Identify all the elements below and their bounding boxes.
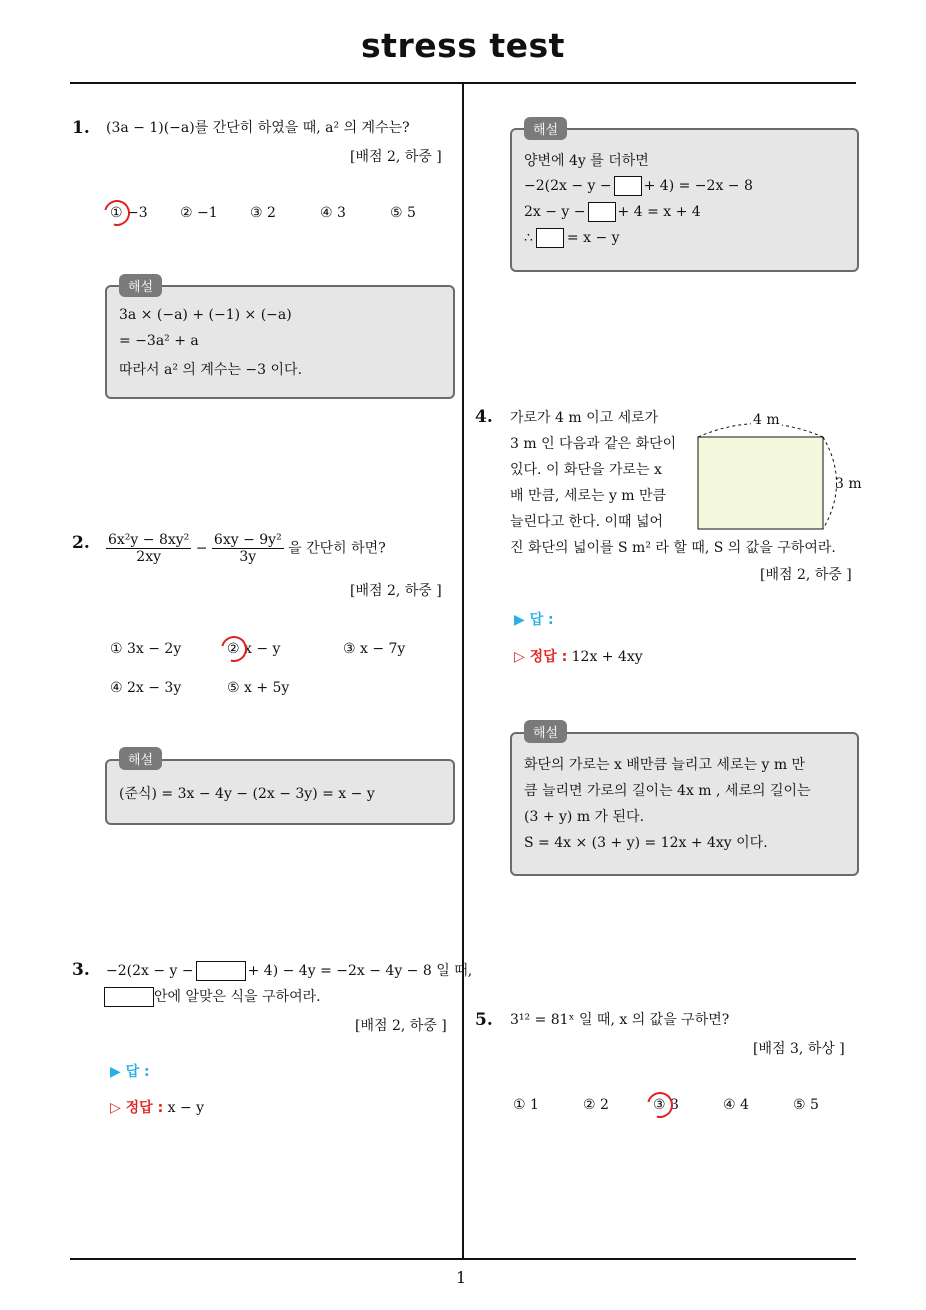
solution-line — [524, 176, 753, 196]
question-1-choice-3[interactable]: ③ 2 — [250, 205, 276, 221]
question-1-choice-5[interactable]: ⑤ 5 — [390, 205, 416, 221]
answer-blank — [614, 176, 642, 196]
question-3-text-part1: −2(2x − y − — [106, 963, 194, 979]
question-5-number: 5. — [475, 1010, 493, 1030]
correct-label: ▷ 정답 : — [110, 1100, 164, 1116]
question-5-text: 3¹² = 81ˣ 일 때, x 의 값을 구하면? — [510, 1012, 730, 1028]
page-number: 1 — [456, 1268, 467, 1287]
question-2-text — [106, 532, 386, 565]
solution-tag: 해설 — [524, 117, 567, 140]
question-3-score: [배점 2, 하중 ] — [355, 1018, 447, 1034]
question-1-choice-1[interactable]: ① −3 — [110, 205, 148, 221]
solution-text: −2(2x − y − — [524, 178, 612, 194]
question-2-choice-4[interactable]: ④ 2x − 3y — [110, 680, 182, 696]
solution-text: = x − y — [566, 230, 620, 246]
answer-blank — [104, 987, 154, 1007]
solution-tag: 해설 — [119, 747, 162, 770]
answer-blank — [196, 961, 246, 981]
question-5-choice-1[interactable]: ① 1 — [513, 1097, 539, 1113]
question-4-solution-box — [510, 732, 859, 876]
question-3-text-line2-label: 안에 알맞은 식을 구하여라. — [154, 989, 321, 1005]
selected-mark-icon — [642, 1087, 678, 1123]
question-2-choice-2[interactable]: ② x − y — [227, 641, 281, 657]
correct-value: 12x + 4xy — [571, 649, 643, 665]
solution-tag: 해설 — [524, 720, 567, 743]
fraction-1-denominator: 2xy — [136, 549, 161, 565]
fraction-1-numerator: 6x²y − 8xy² — [108, 532, 190, 548]
solution-line: 화단의 가로는 x 배만큼 늘리고 세로는 y m 만 — [524, 757, 806, 773]
footer-rule — [70, 1258, 856, 1260]
question-2-score: [배점 2, 하중 ] — [350, 583, 442, 599]
question-4-line: 진 화단의 넓이를 S m² 라 할 때, S 의 값을 구하여라. — [510, 540, 836, 556]
fraction-2-denominator: 3y — [239, 549, 257, 565]
question-5-choice-5[interactable]: ⑤ 5 — [793, 1097, 819, 1113]
answer-blank — [536, 228, 564, 248]
question-1-text: (3a − 1)(−a)를 간단히 하였을 때, a² 의 계수는? — [106, 120, 410, 136]
answer-blank — [588, 202, 616, 222]
solution-line — [524, 228, 620, 248]
question-2-number: 2. — [72, 533, 90, 553]
question-5-choice-3[interactable]: ③ 3 — [653, 1097, 679, 1113]
solution-text: + 4 = x + 4 — [617, 204, 701, 220]
solution-line — [524, 202, 701, 222]
question-3-text — [106, 960, 472, 982]
question-5-choice-2[interactable]: ② 2 — [583, 1097, 609, 1113]
solution-line: S = 4x × (3 + y) = 12x + 4xy 이다. — [524, 835, 768, 851]
garden-figure — [690, 410, 865, 540]
figure-top-label: 4 m — [753, 412, 780, 428]
correct-value: x − y — [167, 1100, 205, 1116]
solution-line: = −3a² + a — [119, 333, 199, 349]
question-4-line: 늘린다고 한다. 이때 넓어 — [510, 514, 664, 530]
solution-line: 3a × (−a) + (−1) × (−a) — [119, 307, 292, 323]
question-5-score: [배점 3, 하상 ] — [753, 1041, 845, 1057]
solution-line: 양변에 4y 를 더하면 — [524, 153, 649, 169]
correct-label: ▷ 정답 : — [514, 649, 568, 665]
question-4-line: 가로가 4 m 이고 세로가 — [510, 410, 659, 426]
solution-line: (3 + y) m 가 된다. — [524, 809, 645, 825]
solution-tag: 해설 — [119, 274, 162, 297]
page-title: stress test — [361, 26, 565, 65]
question-4-answer-label[interactable]: ▶ 답 : — [514, 612, 554, 628]
question-3-text-part2: + 4) − 4y = −2x − 4y − 8 일 때, — [247, 963, 473, 979]
question-1-score: [배점 2, 하중 ] — [350, 149, 442, 165]
question-2-choice-1[interactable]: ① 3x − 2y — [110, 641, 182, 657]
solution-line: 큼 늘리면 가로의 길이는 4x m , 세로의 길이는 — [524, 783, 811, 799]
selected-mark-icon — [216, 631, 252, 667]
question-4-line: 3 m 인 다음과 같은 화단이 — [510, 436, 677, 452]
selected-mark-icon — [99, 195, 135, 231]
question-3-correct — [110, 1097, 204, 1117]
question-2-choice-5[interactable]: ⑤ x + 5y — [227, 680, 290, 696]
question-4-line: 있다. 이 화단을 가로는 x — [510, 462, 662, 478]
solution-text: 2x − y − — [524, 204, 586, 220]
fraction-2-numerator: 6xy − 9y² — [213, 532, 282, 548]
solution-line: 따라서 a² 의 계수는 −3 이다. — [119, 362, 303, 378]
fraction-1 — [106, 532, 191, 565]
garden-rectangle — [698, 437, 823, 529]
question-1-number: 1. — [72, 118, 90, 138]
question-3-solution-box — [510, 128, 859, 272]
question-3-answer-label[interactable]: ▶ 답 : — [110, 1064, 150, 1080]
figure-side-label: 3 m — [835, 476, 862, 492]
question-4-correct — [514, 646, 643, 666]
solution-text: ∴ — [524, 230, 533, 246]
minus-sign: − — [195, 540, 208, 557]
column-divider — [462, 84, 464, 1259]
question-5-choice-4[interactable]: ④ 4 — [723, 1097, 749, 1113]
question-1-solution-box — [105, 285, 455, 399]
question-2-suffix: 을 간단히 하면? — [288, 540, 386, 557]
question-4-line: 배 만큼, 세로는 y m 만큼 — [510, 488, 667, 504]
question-3-text-line2 — [104, 986, 321, 1008]
question-1-choice-4[interactable]: ④ 3 — [320, 205, 346, 221]
solution-line: (준식) = 3x − 4y − (2x − 3y) = x − y — [119, 786, 375, 802]
question-2-choice-3[interactable]: ③ x − 7y — [343, 641, 406, 657]
question-3-number: 3. — [72, 960, 90, 980]
question-4-number: 4. — [475, 407, 493, 427]
question-4-score: [배점 2, 하중 ] — [760, 567, 852, 583]
question-1-choice-2[interactable]: ② −1 — [180, 205, 218, 221]
fraction-2 — [212, 532, 284, 565]
solution-text: + 4) = −2x − 8 — [643, 178, 753, 194]
